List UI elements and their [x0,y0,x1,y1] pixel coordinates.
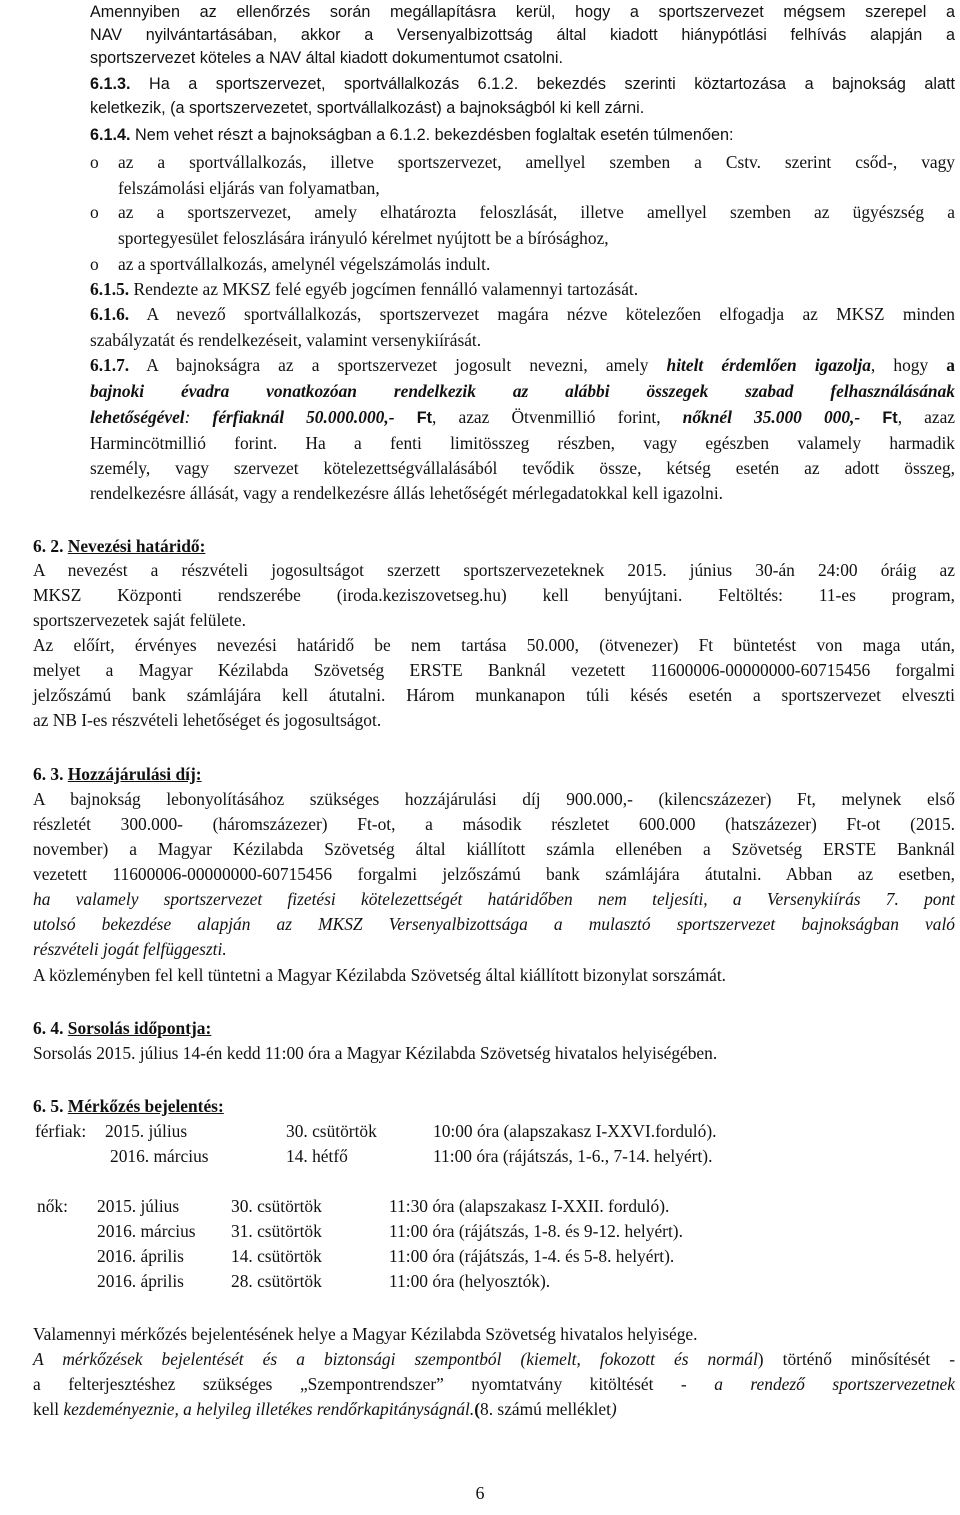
section-6-4-title: Sorsolás időpontja: [67,1018,212,1038]
section-6-1-7-line-2: bajnoki évadra vonatkozóan rendelkezik az alábbi összegek szabad felhasználásának [90,381,955,401]
section-6-1-7-line-1 [90,353,955,377]
section-6-3-heading [33,762,202,786]
fee-line-2: részletét 300.000- (háromszázezer) Ft-ot, a második részletet 600.000 (hatszázezer) Ft-ot (2015. [33,814,955,834]
men-row-day: 14. hétfő [286,1146,348,1166]
currency-ft: Ft [394,409,433,427]
section-6-1-3-number: 6.1.3. [90,75,131,93]
section-6-1-3-cont: keletkezik, (a sportszervezetet, sportvállalkozást) a bajnokságból ki kell zárni. [90,99,645,117]
section-6-1-6-text: A nevező sportvállalkozás, sportszervezet magára nézve kötelezően elfogadja az MKSZ minden [129,304,955,324]
section-6-1-7-line-4: Harmincötmillió forint. Ha a fenti limitösszeg részben, vagy egészben valamely harmadik [90,433,955,453]
section-6-1-7-line-3 [90,405,955,430]
section-6-3-number: 6. 3. [33,764,68,784]
women-row-day: 31. csütörtök [231,1221,322,1241]
bullet-marker: o [90,202,99,222]
section-6-1-3-text: Ha a sportszervezet, sportvállalkozás 6.1.2. bekezdés szerinti köztartozása a bajnokság alatt [130,75,955,93]
women-row-date: 2015. július [97,1196,180,1216]
penalty-line-1: Az előírt, érvényes nevezési határidő be nem tartása 50.000, (ötvenezer) Ft büntetést von maga után, [33,635,955,655]
women-row-day: 28. csütörtök [231,1271,322,1291]
rating-text: ) történő minősítését - [757,1349,955,1369]
section-6-2-heading [33,534,205,558]
men-row-date: 2015. július [105,1121,188,1141]
annex-reference: 8. számú melléklet [480,1399,611,1419]
section-6-5-heading [33,1094,224,1118]
section-6-2-title: Nevezési határidő: [67,536,206,556]
bullet-2-line-1: az a sportszervezet, amely elhatározta feloszlását, illetve amellyel szemben az ügyészség a [118,202,955,222]
section-6-4-number: 6. 4. [33,1018,68,1038]
women-row-desc: 11:00 óra (rájátszás, 1-4. és 5-8. helyért). [389,1246,675,1266]
bullet-marker: o [90,254,99,274]
deadline-line-2: MKSZ Központi rendszerébe (iroda.keziszovetseg.hu) kell benyújtani. Feltöltés: 11-es program, [33,585,955,605]
bullet-marker: o [90,152,99,172]
section-6-1-7-line-5: személy, vagy szervezet kötelezettségvállalásából tevődik össze, kétség esetén az adott összeg, [90,458,955,478]
men-amount-words: , azaz Ötvenmillió forint, [432,407,683,427]
men-row-date: 2016. március [110,1146,209,1166]
rating-text-italic: a rendező sportszervezetnek [714,1374,955,1394]
section-6-1-6 [90,302,955,326]
emphasis-credible-proof: hitelt érdemlően igazolja [666,355,871,375]
women-row-desc: 11:00 óra (helyosztók). [389,1271,551,1291]
women-row-date: 2016. április [97,1246,184,1266]
bullet-1-line-1: az a sportvállalkozás, illetve sportszervezet, amellyel szemben a Cstv. szerint csőd-, vagy [118,152,955,172]
announcement-place: Valamennyi mérkőzés bejelentésének helye a Magyar Kézilabda Szövetség hivatalos helyisége. [33,1324,698,1344]
women-row-day: 14. csütörtök [231,1246,322,1266]
fee-line-6: utolsó bekezdése alapján az MKSZ Versenyalbizottsága a mulasztó sportszervezet bajnokságban való [33,914,955,934]
section-6-1-4 [90,123,955,147]
section-6-5-number: 6. 5. [33,1096,68,1116]
rating-line-1 [33,1347,955,1371]
intro-line-2: NAV nyilvántartásában, akkor a Versenyalbizottság által kiadott hiánypótlási felhívás alapján a [90,26,955,44]
section-6-1-6-cont: szabályzatát és rendelkezéseit, valamint versenykiírását. [90,330,482,350]
deadline-line-3: sportszervezetek saját felülete. [33,610,246,630]
rating-text-italic: kezdeményeznie, a helyileg illetékes rendőrkapitányságnál. [63,1399,475,1419]
bullet-3-line-1: az a sportvállalkozás, amelynél végelszámolás indult. [118,254,491,274]
intro-line-3: sportszervezet köteles a NAV által kiadott dokumentumot csatolni. [90,49,563,67]
section-6-3-title: Hozzájárulási díj: [67,764,202,784]
men-amount: férfiaknál 50.000.000,- [212,407,395,427]
colon: : [184,407,213,427]
women-amount: nőknél 35.000 000,- [682,407,861,427]
men-row-desc: 10:00 óra (alapszakasz I-XXVI.forduló). [433,1121,717,1141]
draw-line-1: Sorsolás 2015. július 14-én kedd 11:00 óra a Magyar Kézilabda Szövetség hivatalos helyiségében. [33,1043,718,1063]
women-label: nők: [37,1196,68,1216]
currency-ft: Ft [860,409,898,427]
men-label: férfiak: [35,1121,87,1141]
women-row-desc: 11:30 óra (alapszakasz I-XXII. forduló). [389,1196,670,1216]
penalty-line-4: az NB I-es részvételi lehetőséget és jogosultságot. [33,710,382,730]
rating-line-3 [33,1397,955,1421]
emphasis-possibility: lehetőségével [90,407,185,427]
section-6-1-3 [90,72,955,96]
section-6-2-number: 6. 2. [33,536,68,556]
section-6-1-7-line-6: rendelkezésre állását, vagy a rendelkezésre állás lehetőségét mérlegadatokkal kell igazolni. [90,483,724,503]
section-6-1-6-number: 6.1.6. [90,304,130,324]
men-row-day: 30. csütörtök [286,1121,377,1141]
rating-text: a felterjesztéshez szükséges „Szempontrendszer” nyomtatvány kitöltését - [33,1374,715,1394]
section-6-1-5-text: Rendezte az MKSZ felé egyéb jogcímen fennálló valamennyi tartozását. [129,279,639,299]
women-row-desc: 11:00 óra (rájátszás, 1-8. és 9-12. helyért). [389,1221,683,1241]
fee-line-7: részvételi jogát felfüggeszti. [33,939,227,959]
section-6-5-title: Mérkőzés bejelentés: [67,1096,224,1116]
women-row-date: 2016. március [97,1221,196,1241]
fee-line-1: A bajnokság lebonyolításához szükséges hozzájárulási díj 900.000,- (kilencszázezer) Ft, melynek első [33,789,955,809]
men-row-desc: 11:00 óra (rájátszás, 1-6., 7-14. helyért). [433,1146,713,1166]
page-number: 6 [475,1483,485,1503]
section-6-1-4-text: Nem vehet részt a bajnokságban a 6.1.2. bekezdésben foglaltak esetén túlmenően: [130,126,734,144]
fee-line-8: A közleményben fel kell tüntetni a Magyar Kézilabda Szövetség által kiállított bizonylat sorszámát. [33,965,726,985]
women-row-day: 30. csütörtök [231,1196,322,1216]
fee-line-3: november) a Magyar Kézilabda Szövetség által kiállított számla ellenében a Szövetség ERSTE Banknál [33,839,955,859]
section-6-1-7-number: 6.1.7. [90,355,130,375]
section-6-1-7-text: A bajnokságra az a sportszervezet jogosult nevezni, amely [129,355,667,375]
deadline-line-1: A nevezést a részvételi jogosultságot szerzett sportszervezeteknek 2015. június 30-án 24:00 óráig az [33,560,955,580]
women-amount-tail: , azaz [897,407,956,427]
penalty-line-3: jelzőszámú bank számlájára kell átutalni. Három munkanapon túli késés esetén a sportszervezet elveszti [33,685,955,705]
section-6-1-7-text: , hogy [870,355,947,375]
paren-close: ) [610,1399,617,1419]
bullet-2-line-2: sportegyesület feloszlására irányuló kérelmet nyújtott be a bírósághoz, [118,228,609,248]
bullet-1-line-2: felszámolási eljárás van folyamatban, [118,178,380,198]
paren-open: ( [474,1399,481,1419]
section-6-1-5 [90,277,955,301]
emphasis-a: a [946,355,955,375]
section-6-4-heading [33,1016,211,1040]
penalty-line-2: melyet a Magyar Kézilabda Szövetség ERSTE Banknál vezetett 11600006-00000000-60715456 forgalmi [33,660,955,680]
fee-line-4: vezetett 11600006-00000000-60715456 forgalmi jelzőszámú bank számlájára átutalni. Abban az esetben, [33,864,955,884]
rating-text-italic: A mérkőzések bejelentését és a biztonsági szempontból (kiemelt, fokozott és normál [33,1349,758,1369]
section-6-1-5-number: 6.1.5. [90,279,130,299]
women-row-date: 2016. április [97,1271,184,1291]
rating-text: kell [33,1399,64,1419]
rating-line-2 [33,1372,955,1396]
intro-line-1: Amennyiben az ellenőrzés során megállapításra kerül, hogy a sportszervezet mégsem szerepel a [90,3,955,21]
section-6-1-4-number: 6.1.4. [90,126,131,144]
fee-line-5: ha valamely sportszervezet fizetési kötelezettségét határidőben nem teljesíti, a Versenykiírás 7. pont [33,889,955,909]
